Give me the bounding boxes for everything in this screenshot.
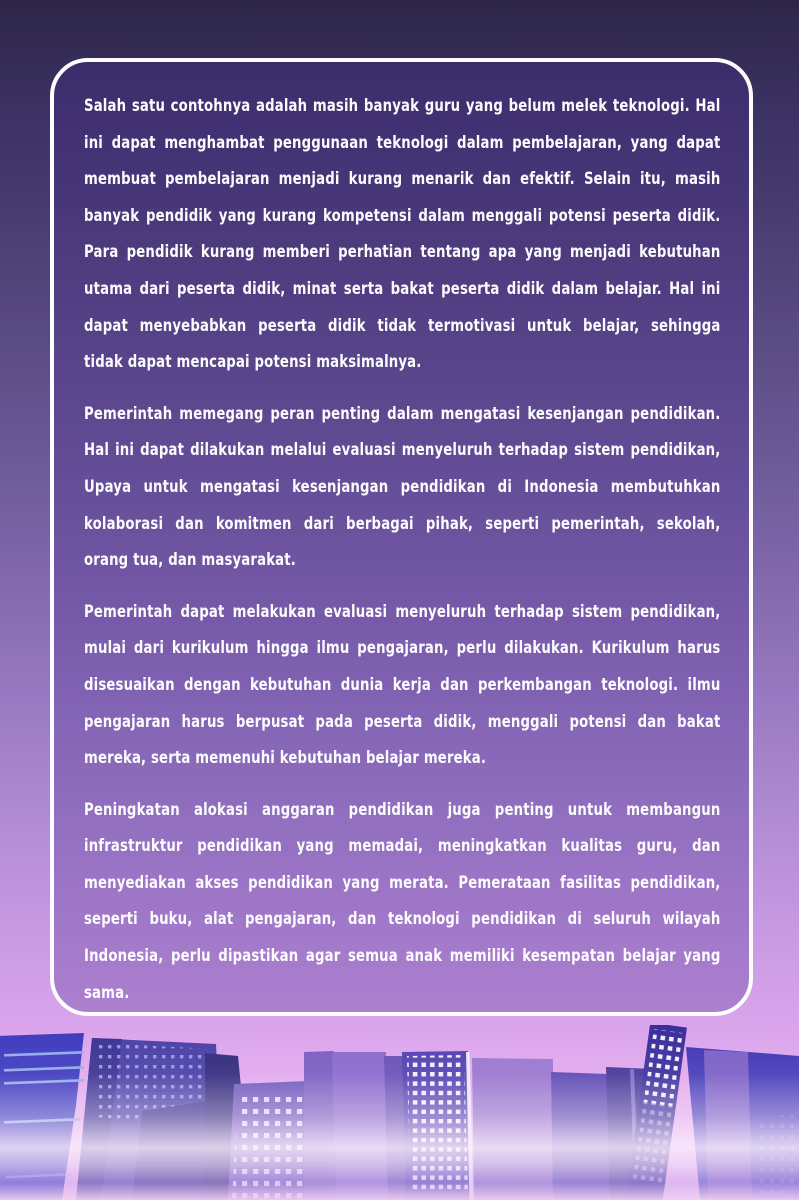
text-line: disesuaikan dengan kebutuhan dunia kerja dan perkembangan teknologi. ilmu bbox=[84, 674, 721, 695]
text-line: Para pendidik kurang memberi perhatian tentang apa yang menjadi kebutuhan bbox=[84, 242, 721, 263]
text-line: seperti buku, alat pengajaran, dan teknologi pendidikan di seluruh wilayah bbox=[84, 909, 721, 930]
text-line: tidak dapat mencapai potensi maksimalnya. bbox=[84, 352, 422, 373]
text-line: banyak pendidik yang kurang kompetensi dalam menggali potensi peserta didik. bbox=[84, 205, 721, 226]
text-line: ini dapat menghambat penggunaan teknologi dalam pembelajaran, yang dapat bbox=[84, 132, 721, 153]
article-text bbox=[84, 88, 721, 1011]
text-line: sama. bbox=[84, 982, 130, 1003]
text-line: Hal ini dapat dilakukan melalui evaluasi menyeluruh terhadap sistem pendidikan, bbox=[84, 440, 721, 461]
text-line: Salah satu contohnya adalah masih banyak guru yang belum melek teknologi. Hal bbox=[84, 96, 721, 116]
text-line: mereka, serta memenuhi kebutuhan belajar mereka. bbox=[84, 748, 487, 769]
fog-overlay bbox=[0, 1025, 799, 1200]
text-line: pengajaran harus berpusat pada peserta didik, menggali potensi dan bakat bbox=[84, 711, 721, 732]
text-panel bbox=[50, 58, 753, 1016]
text-line: Upaya untuk mengatasi kesenjangan pendidikan di Indonesia membutuhkan bbox=[84, 476, 721, 497]
text-line: dapat menyebabkan peserta didik tidak termotivasi untuk belajar, sehingga bbox=[84, 315, 721, 336]
paragraph-1 bbox=[84, 88, 721, 381]
text-line: membuat pembelajaran menjadi kurang menarik dan efektif. Selain itu, masih bbox=[84, 169, 721, 190]
text-line: kolaborasi dan komitmen dari berbagai pihak, seperti pemerintah, sekolah, bbox=[84, 513, 721, 534]
paragraph-4 bbox=[84, 792, 721, 1012]
text-line: Pemerintah memegang peran penting dalam mengatasi kesenjangan pendidikan. bbox=[84, 403, 721, 424]
text-line: menyediakan akses pendidikan yang merata. Pemerataan fasilitas pendidikan, bbox=[84, 872, 721, 893]
text-line: mulai dari kurikulum hingga ilmu pengajaran, perlu dilakukan. Kurikulum harus bbox=[84, 638, 721, 659]
text-line: orang tua, dan masyarakat. bbox=[84, 550, 296, 571]
text-line: Peningkatan alokasi anggaran pendidikan juga penting untuk membangun bbox=[84, 799, 721, 820]
text-line: utama dari peserta didik, minat serta bakat peserta didik dalam belajar. Hal ini bbox=[84, 278, 721, 299]
city-skyline-illustration bbox=[0, 1025, 799, 1200]
paragraph-3 bbox=[84, 594, 721, 777]
text-line: Pemerintah dapat melakukan evaluasi menyeluruh terhadap sistem pendidikan, bbox=[84, 601, 721, 622]
text-line: infrastruktur pendidikan yang memadai, meningkatkan kualitas guru, dan bbox=[84, 836, 721, 857]
paragraph-2 bbox=[84, 396, 721, 579]
text-line: Indonesia, perlu dipastikan agar semua anak memiliki kesempatan belajar yang bbox=[84, 946, 721, 967]
